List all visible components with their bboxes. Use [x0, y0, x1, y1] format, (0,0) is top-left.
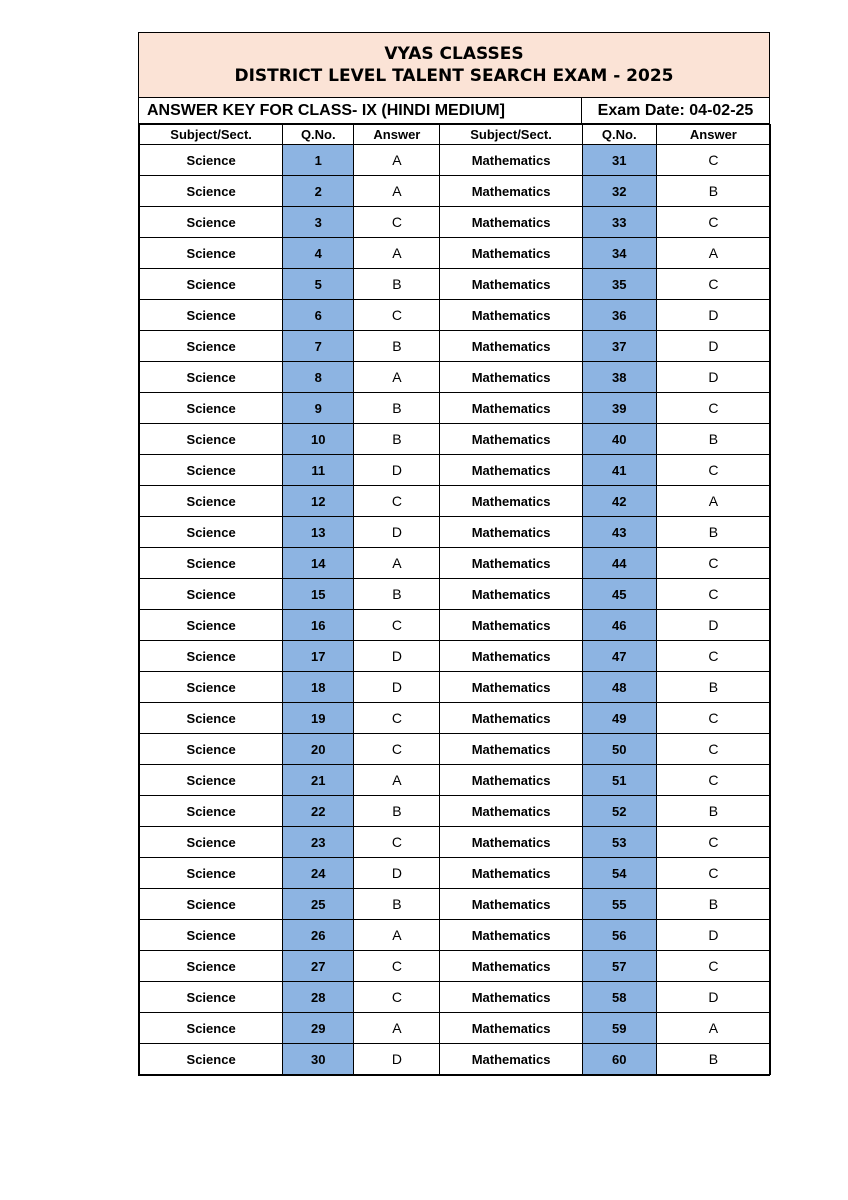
- answer-cell: B: [354, 269, 440, 300]
- column-header: Subject/Sect.: [440, 125, 582, 145]
- answer-cell: B: [354, 579, 440, 610]
- answer-cell: B: [354, 393, 440, 424]
- answer-cell: C: [656, 393, 770, 424]
- answer-cell: B: [656, 424, 770, 455]
- answer-table-wrapper: [138, 124, 770, 1076]
- subject-cell: Mathematics: [440, 982, 582, 1013]
- table-row: [140, 238, 771, 269]
- subject-cell: Science: [140, 765, 283, 796]
- answer-cell: A: [354, 548, 440, 579]
- question-number-cell: 41: [582, 455, 656, 486]
- question-number-cell: 52: [582, 796, 656, 827]
- table-row: [140, 362, 771, 393]
- exam-title: DISTRICT LEVEL TALENT SEARCH EXAM - 2025: [234, 66, 674, 86]
- subject-cell: Science: [140, 238, 283, 269]
- question-number-cell: 45: [582, 579, 656, 610]
- question-number-cell: 56: [582, 920, 656, 951]
- answer-cell: C: [354, 207, 440, 238]
- table-row: [140, 765, 771, 796]
- answer-cell: B: [354, 889, 440, 920]
- subject-cell: Science: [140, 610, 283, 641]
- question-number-cell: 29: [283, 1013, 354, 1044]
- question-number-cell: 42: [582, 486, 656, 517]
- answer-cell: D: [656, 920, 770, 951]
- subject-cell: Mathematics: [440, 455, 582, 486]
- subject-cell: Science: [140, 982, 283, 1013]
- question-number-cell: 27: [283, 951, 354, 982]
- subject-cell: Mathematics: [440, 796, 582, 827]
- answer-cell: D: [656, 331, 770, 362]
- table-row: [140, 920, 771, 951]
- table-row: [140, 424, 771, 455]
- subject-cell: Mathematics: [440, 517, 582, 548]
- subject-cell: Science: [140, 951, 283, 982]
- question-number-cell: 32: [582, 176, 656, 207]
- table-row: [140, 548, 771, 579]
- subject-cell: Science: [140, 641, 283, 672]
- answer-cell: C: [354, 734, 440, 765]
- subject-cell: Science: [140, 703, 283, 734]
- answer-cell: A: [354, 176, 440, 207]
- question-number-cell: 7: [283, 331, 354, 362]
- subject-cell: Science: [140, 579, 283, 610]
- subject-cell: Mathematics: [440, 145, 582, 176]
- exam-date-label: Exam Date: 04-02-25: [597, 101, 754, 119]
- column-header: Answer: [656, 125, 770, 145]
- subject-cell: Mathematics: [440, 548, 582, 579]
- answer-cell: D: [354, 455, 440, 486]
- table-row: [140, 517, 771, 548]
- question-number-cell: 35: [582, 269, 656, 300]
- question-number-cell: 14: [283, 548, 354, 579]
- answer-cell: B: [656, 1044, 770, 1075]
- answer-cell: C: [656, 269, 770, 300]
- answer-cell: C: [656, 858, 770, 889]
- subject-cell: Mathematics: [440, 579, 582, 610]
- question-number-cell: 12: [283, 486, 354, 517]
- question-number-cell: 49: [582, 703, 656, 734]
- question-number-cell: 13: [283, 517, 354, 548]
- table-header-row: [140, 125, 771, 145]
- question-number-cell: 8: [283, 362, 354, 393]
- answer-cell: C: [656, 827, 770, 858]
- question-number-cell: 28: [283, 982, 354, 1013]
- subject-cell: Science: [140, 548, 283, 579]
- table-row: [140, 827, 771, 858]
- table-row: [140, 951, 771, 982]
- question-number-cell: 59: [582, 1013, 656, 1044]
- question-number-cell: 30: [283, 1044, 354, 1075]
- subject-cell: Mathematics: [440, 300, 582, 331]
- question-number-cell: 38: [582, 362, 656, 393]
- subject-cell: Mathematics: [440, 889, 582, 920]
- table-row: [140, 207, 771, 238]
- question-number-cell: 46: [582, 610, 656, 641]
- table-row: [140, 579, 771, 610]
- institute-title: VYAS CLASSES: [384, 44, 524, 64]
- question-number-cell: 24: [283, 858, 354, 889]
- answer-cell: D: [656, 300, 770, 331]
- question-number-cell: 5: [283, 269, 354, 300]
- answer-key-sheet: [138, 32, 770, 1076]
- subject-cell: Science: [140, 393, 283, 424]
- question-number-cell: 36: [582, 300, 656, 331]
- question-number-cell: 22: [283, 796, 354, 827]
- answer-cell: D: [656, 982, 770, 1013]
- answer-cell: D: [354, 858, 440, 889]
- table-row: [140, 982, 771, 1013]
- question-number-cell: 57: [582, 951, 656, 982]
- answer-cell: B: [656, 672, 770, 703]
- column-header: Q.No.: [283, 125, 354, 145]
- subject-cell: Mathematics: [440, 207, 582, 238]
- subject-cell: Mathematics: [440, 703, 582, 734]
- answer-cell: C: [354, 827, 440, 858]
- subject-cell: Science: [140, 176, 283, 207]
- table-row: [140, 176, 771, 207]
- answer-table: [139, 124, 771, 1075]
- question-number-cell: 54: [582, 858, 656, 889]
- answer-cell: C: [656, 579, 770, 610]
- table-row: [140, 672, 771, 703]
- question-number-cell: 53: [582, 827, 656, 858]
- answer-cell: A: [656, 1013, 770, 1044]
- table-row: [140, 300, 771, 331]
- answer-cell: C: [656, 734, 770, 765]
- subject-cell: Science: [140, 300, 283, 331]
- answer-cell: B: [354, 796, 440, 827]
- answer-cell: D: [656, 610, 770, 641]
- subject-cell: Science: [140, 858, 283, 889]
- subject-cell: Science: [140, 207, 283, 238]
- answer-cell: C: [656, 765, 770, 796]
- subject-cell: Science: [140, 1013, 283, 1044]
- question-number-cell: 47: [582, 641, 656, 672]
- answer-cell: C: [656, 641, 770, 672]
- table-row: [140, 796, 771, 827]
- question-number-cell: 51: [582, 765, 656, 796]
- table-row: [140, 145, 771, 176]
- subject-cell: Science: [140, 734, 283, 765]
- answer-cell: A: [354, 238, 440, 269]
- answer-cell: A: [354, 920, 440, 951]
- subject-cell: Science: [140, 517, 283, 548]
- question-number-cell: 50: [582, 734, 656, 765]
- question-number-cell: 1: [283, 145, 354, 176]
- subject-cell: Mathematics: [440, 1013, 582, 1044]
- question-number-cell: 6: [283, 300, 354, 331]
- answer-key-label: ANSWER KEY FOR CLASS- IX (HINDI MEDIUM]: [139, 98, 582, 123]
- subject-cell: Mathematics: [440, 1044, 582, 1075]
- question-number-cell: 10: [283, 424, 354, 455]
- answer-cell: C: [656, 455, 770, 486]
- subject-cell: Mathematics: [440, 920, 582, 951]
- answer-cell: C: [656, 548, 770, 579]
- column-header: Answer: [354, 125, 440, 145]
- subject-cell: Mathematics: [440, 331, 582, 362]
- answer-cell: A: [656, 486, 770, 517]
- answer-cell: B: [656, 176, 770, 207]
- answer-cell: A: [354, 145, 440, 176]
- table-row: [140, 703, 771, 734]
- question-number-cell: 34: [582, 238, 656, 269]
- table-row: [140, 1013, 771, 1044]
- question-number-cell: 9: [283, 393, 354, 424]
- subject-cell: Mathematics: [440, 424, 582, 455]
- question-number-cell: 33: [582, 207, 656, 238]
- subject-cell: Science: [140, 424, 283, 455]
- question-number-cell: 48: [582, 672, 656, 703]
- question-number-cell: 25: [283, 889, 354, 920]
- answer-cell: A: [354, 765, 440, 796]
- question-number-cell: 2: [283, 176, 354, 207]
- answer-cell: C: [656, 703, 770, 734]
- table-row: [140, 889, 771, 920]
- answer-cell: A: [354, 1013, 440, 1044]
- subject-cell: Mathematics: [440, 362, 582, 393]
- answer-cell: C: [656, 951, 770, 982]
- table-row: [140, 269, 771, 300]
- title-banner: [138, 32, 770, 98]
- answer-cell: C: [354, 300, 440, 331]
- answer-cell: C: [656, 207, 770, 238]
- question-number-cell: 15: [283, 579, 354, 610]
- subject-cell: Mathematics: [440, 610, 582, 641]
- subject-cell: Mathematics: [440, 393, 582, 424]
- subject-cell: Science: [140, 362, 283, 393]
- subject-cell: Science: [140, 331, 283, 362]
- answer-key-info-row: [138, 98, 770, 124]
- table-row: [140, 393, 771, 424]
- question-number-cell: 16: [283, 610, 354, 641]
- table-row: [140, 331, 771, 362]
- subject-cell: Mathematics: [440, 951, 582, 982]
- subject-cell: Mathematics: [440, 858, 582, 889]
- column-header: Subject/Sect.: [140, 125, 283, 145]
- column-header: Q.No.: [582, 125, 656, 145]
- answer-cell: B: [656, 796, 770, 827]
- question-number-cell: 60: [582, 1044, 656, 1075]
- question-number-cell: 21: [283, 765, 354, 796]
- question-number-cell: 37: [582, 331, 656, 362]
- answer-cell: D: [354, 1044, 440, 1075]
- answer-cell: C: [354, 486, 440, 517]
- subject-cell: Mathematics: [440, 672, 582, 703]
- question-number-cell: 26: [283, 920, 354, 951]
- answer-cell: C: [354, 610, 440, 641]
- question-number-cell: 58: [582, 982, 656, 1013]
- table-row: [140, 734, 771, 765]
- subject-cell: Science: [140, 486, 283, 517]
- subject-cell: Science: [140, 1044, 283, 1075]
- subject-cell: Science: [140, 269, 283, 300]
- question-number-cell: 55: [582, 889, 656, 920]
- answer-cell: C: [354, 982, 440, 1013]
- answer-cell: C: [354, 951, 440, 982]
- answer-cell: D: [354, 641, 440, 672]
- question-number-cell: 40: [582, 424, 656, 455]
- answer-cell: D: [354, 517, 440, 548]
- subject-cell: Science: [140, 889, 283, 920]
- answer-rows: [140, 145, 771, 1075]
- answer-cell: D: [354, 672, 440, 703]
- question-number-cell: 23: [283, 827, 354, 858]
- question-number-cell: 17: [283, 641, 354, 672]
- answer-cell: A: [656, 238, 770, 269]
- subject-cell: Mathematics: [440, 641, 582, 672]
- question-number-cell: 20: [283, 734, 354, 765]
- table-row: [140, 641, 771, 672]
- table-row: [140, 486, 771, 517]
- table-row: [140, 610, 771, 641]
- table-row: [140, 858, 771, 889]
- subject-cell: Science: [140, 920, 283, 951]
- subject-cell: Science: [140, 455, 283, 486]
- question-number-cell: 19: [283, 703, 354, 734]
- question-number-cell: 43: [582, 517, 656, 548]
- answer-cell: B: [656, 517, 770, 548]
- subject-cell: Mathematics: [440, 765, 582, 796]
- answer-cell: B: [656, 889, 770, 920]
- table-row: [140, 1044, 771, 1075]
- subject-cell: Mathematics: [440, 269, 582, 300]
- subject-cell: Mathematics: [440, 238, 582, 269]
- answer-cell: C: [354, 703, 440, 734]
- answer-cell: A: [354, 362, 440, 393]
- question-number-cell: 31: [582, 145, 656, 176]
- question-number-cell: 18: [283, 672, 354, 703]
- question-number-cell: 44: [582, 548, 656, 579]
- question-number-cell: 39: [582, 393, 656, 424]
- subject-cell: Science: [140, 827, 283, 858]
- subject-cell: Mathematics: [440, 176, 582, 207]
- subject-cell: Mathematics: [440, 486, 582, 517]
- answer-cell: B: [354, 424, 440, 455]
- question-number-cell: 11: [283, 455, 354, 486]
- table-row: [140, 455, 771, 486]
- subject-cell: Mathematics: [440, 734, 582, 765]
- subject-cell: Science: [140, 672, 283, 703]
- subject-cell: Science: [140, 145, 283, 176]
- question-number-cell: 3: [283, 207, 354, 238]
- answer-cell: B: [354, 331, 440, 362]
- answer-cell: D: [656, 362, 770, 393]
- subject-cell: Mathematics: [440, 827, 582, 858]
- subject-cell: Science: [140, 796, 283, 827]
- answer-cell: C: [656, 145, 770, 176]
- question-number-cell: 4: [283, 238, 354, 269]
